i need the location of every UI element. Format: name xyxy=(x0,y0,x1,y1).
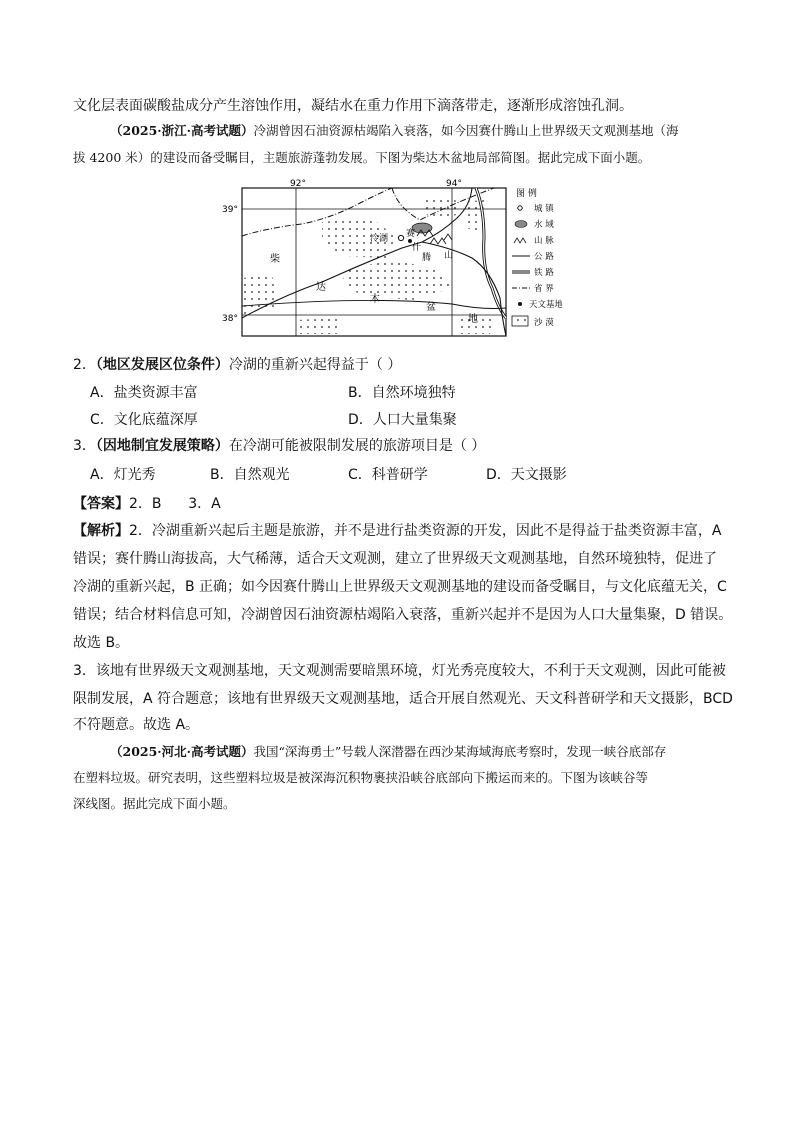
question-intro-hebei-3: 深线图。据此完成下面小题。 xyxy=(73,796,236,811)
analysis-line-3: 冷湖的重新兴起，B 正确；如今因赛什腾山上世界级天文观测基地的建设而备受瞩目，与文化底蕴无关，C xyxy=(73,579,727,595)
answer-line xyxy=(73,494,221,514)
legend-water: 水 域 xyxy=(534,220,554,230)
q3-option-c[interactable]: C．科普研学 xyxy=(348,467,428,483)
question-intro-zhejiang-2: 拔 4200 米）的建设而备受瞩目，主题旅游蓬勃发展。下图为柴达木盆地局部简图。据此完成下面小题。 xyxy=(73,150,651,165)
lenghu-town xyxy=(398,235,403,240)
lat-39-label: 39° xyxy=(222,205,238,215)
label-teng: 腾 xyxy=(422,253,432,263)
desert-areas xyxy=(244,196,492,334)
q2-number: 2． xyxy=(73,357,96,373)
map-legend xyxy=(512,187,562,328)
analysis-line-6: 3．该地有世界级天文观测基地，天文观测需要暗黑环境，灯光秀亮度较大，不利于天文观测，因此可能被 xyxy=(73,663,726,679)
q3-option-b[interactable]: B．自然观光 xyxy=(210,467,290,483)
lat-38-label: 38° xyxy=(222,314,238,324)
analysis-line-8: 不符题意。故选 A。 xyxy=(73,717,200,733)
legend-observatory: 天文基地 xyxy=(529,300,562,310)
q2-option-d[interactable]: D．人口大量集聚 xyxy=(348,412,457,428)
lon-92-label: 92° xyxy=(290,179,306,189)
analysis-line-2: 错误；赛什腾山海拔高，大气稀薄，适合天文观测，建立了世界级天文观测基地，自然环境独特，促进了 xyxy=(73,551,717,567)
label-lenghu: 冷湖 xyxy=(370,234,389,244)
railway xyxy=(476,188,506,318)
analysis-line-7: 限制发展，A 符合题意；该地有世界级天文观测基地，适合开展自然观光、天文科普研学和天文摄影，BCD xyxy=(73,691,733,707)
q3-option-d[interactable]: D．天文摄影 xyxy=(486,467,567,483)
label-shan: 山 xyxy=(444,251,454,261)
label-shi: 什 xyxy=(412,243,422,253)
label-mu: 木 xyxy=(370,294,380,305)
lon-94-label: 94° xyxy=(446,179,462,189)
source-tag-hebei: （2025·河北·高考试题） xyxy=(110,744,254,759)
intro-text: 冷湖曾因石油资源枯竭陷入衰落，如今因赛什腾山上世界级天文观测基地（海 xyxy=(253,123,679,138)
legend-town: 城 镇 xyxy=(534,204,554,214)
label-chai: 柴 xyxy=(270,254,280,265)
legend-mountain: 山 脉 xyxy=(534,236,554,246)
qaidam-basin-map xyxy=(222,178,562,348)
question-intro-zhejiang xyxy=(110,121,679,141)
label-pen: 盆 xyxy=(426,302,436,313)
analysis-text-1: 2．冷湖重新兴起后主题是旅游，并不是进行盐类资源的开发，因此不是得益于盐类资源丰富，A xyxy=(129,523,722,539)
q2-option-c[interactable]: C．文化底蕴深厚 xyxy=(90,412,198,428)
intro-text-hebei: 我国“深海勇士”号载人深潜器在西沙某海域海底考察时，发现一峡谷底部存 xyxy=(253,744,667,759)
q3-number: 3． xyxy=(73,438,96,454)
q2-text: 冷湖的重新兴起得益于（ ） xyxy=(228,357,402,373)
answer-label: 【答案】 xyxy=(73,496,129,512)
legend-road: 公 路 xyxy=(534,252,554,262)
legend-railway: 铁 路 xyxy=(534,268,554,278)
intro-line: 文化层表面碳酸盐成分产生溶蚀作用，凝结水在重力作用下滴落带走，逐渐形成溶蚀孔洞。 xyxy=(73,98,633,114)
analysis-line-1 xyxy=(73,521,721,541)
q3-tag: （因地制宜发展策略） xyxy=(95,438,229,454)
q2-stem xyxy=(73,355,401,375)
legend-title: 图 例 xyxy=(516,189,537,199)
answer-text: 2．B 3．A xyxy=(129,496,221,512)
q2-option-b[interactable]: B．自然环境独特 xyxy=(348,385,456,401)
analysis-label: 【解析】 xyxy=(73,523,129,539)
label-da: 达 xyxy=(316,282,326,293)
source-tag: （2025·浙江·高考试题） xyxy=(110,123,254,138)
q3-stem xyxy=(73,436,485,456)
legend-boundary: 省 界 xyxy=(534,284,554,294)
question-intro-hebei xyxy=(110,742,666,762)
q2-tag: （地区发展区位条件） xyxy=(95,357,229,373)
label-sai: 赛 xyxy=(406,229,416,239)
analysis-line-5: 故选 B。 xyxy=(73,635,130,651)
q2-option-a[interactable]: A．盐类资源丰富 xyxy=(90,385,198,401)
q3-text: 在冷湖可能被限制发展的旅游项目是（ ） xyxy=(228,438,486,454)
question-intro-hebei-2: 在塑料垃圾。研究表明，这些塑料垃圾是被深海沉积物裹挟沿峡谷底部向下搬运而来的。下图为该峡谷等 xyxy=(73,770,649,785)
q3-option-a[interactable]: A．灯光秀 xyxy=(90,467,156,483)
label-di: 地 xyxy=(468,314,478,325)
analysis-line-4: 错误；结合材料信息可知，冷湖曾因石油资源枯竭陷入衰落，重新兴起并不是因为人口大量集聚，D 错误。 xyxy=(73,607,733,623)
legend-desert: 沙 漠 xyxy=(534,318,554,328)
